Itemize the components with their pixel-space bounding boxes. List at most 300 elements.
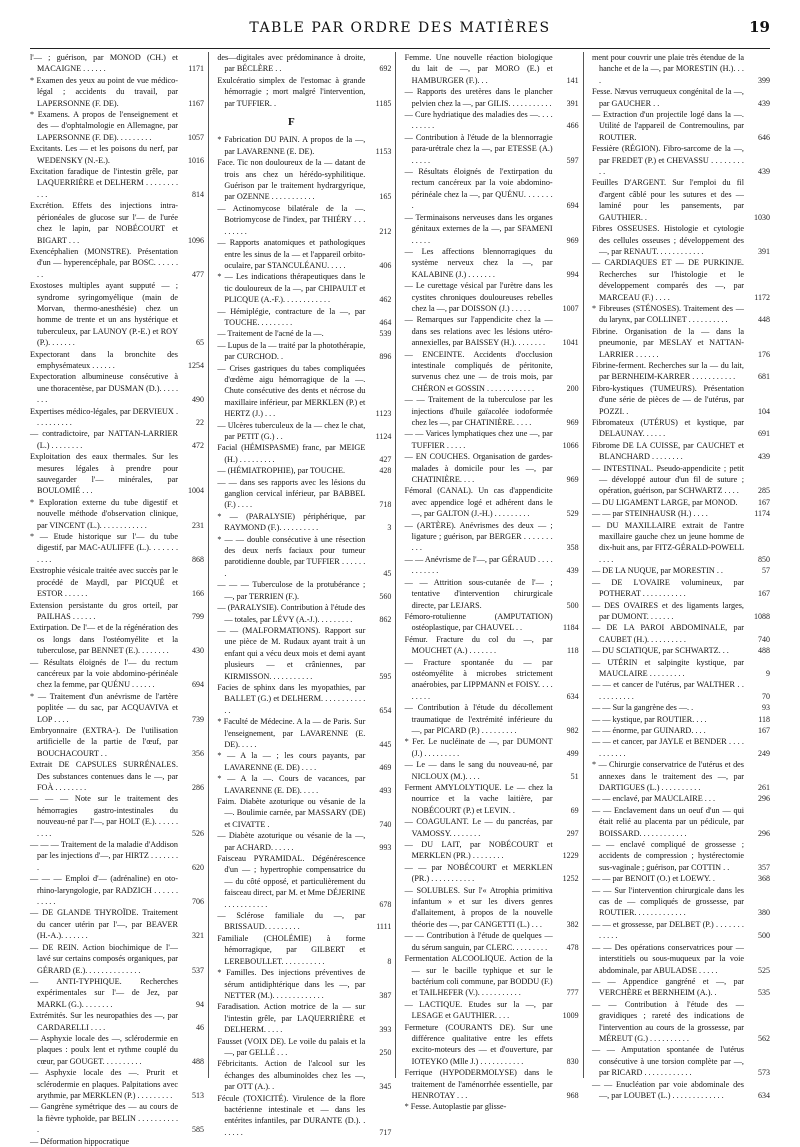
entry-text: — — — Tuberculose de la protubérance ; —, par TERRIEN (F.). (217, 580, 366, 601)
index-entry (405, 349, 579, 395)
entry-text: — Traitement de l'acné de la —. (217, 329, 324, 339)
entry-page-number: 896 (379, 352, 392, 362)
index-entry (592, 463, 770, 497)
entry-page-number: 1123 (375, 409, 392, 419)
index-entry (592, 326, 770, 360)
entry-page-number: 488 (757, 646, 770, 656)
index-entry (592, 600, 770, 623)
entry-text: — — (MALFORMATIONS). Rapport sur une pièce de M. Rudaux ayant trait à un enfant qui a vécu deux mois et demi ayant plusieurs — et crâniennes, par KIRMISSON. . . . . . . . . . . (217, 625, 366, 681)
entry-page-number: 1184 (562, 623, 579, 633)
entry-text: * Fibreuses (STÉNOSES). Traitement des — du larynx, par COLLINET . . . . . . . . . . (591, 303, 744, 325)
entry-text: Expectoration albumineuse consécutive à une thoracentèse, par DUSMAN (D.). . . . . . . . (30, 372, 178, 405)
entry-text: * Familles. Des injections préventives de sérum antidiphtérique dans les —, par NETTER (M.). . . . . . . . . . . . . (217, 968, 366, 1000)
entry-text: ment pour couvrir une plaie très étendue de la hanche et de la —, par MORESTIN (H.). . . . (591, 53, 744, 85)
index-entry (592, 86, 770, 109)
index-entry (592, 622, 770, 645)
entry-text: — — Amputation spontanée de l'utérus consécutive à une torsion complète par —, par RICARD . . . . . . . . . . . . (591, 1045, 744, 1078)
entry-text: — — enclavé compliqué de grossesse ; accidents de compression ; hystérectomie sus-vaginale ; guérison, par COTTIN . . (591, 840, 744, 872)
index-entry (405, 485, 579, 519)
entry-page-number: 814 (192, 189, 204, 199)
index-entry (405, 52, 579, 86)
entry-page-number: 445 (379, 739, 392, 749)
index-entry (217, 134, 391, 157)
entry-text: — Asphyxie locale des —, sclérodermie en plaques : poulx lent et rythme couplé du cœur, par GOUGET. . . . . . . . . . (30, 1033, 178, 1066)
entry-text: * Fabrication DU PAIN. A propos de la —, par LAVARENNE (E. DE). (217, 135, 366, 156)
index-entry (30, 531, 204, 565)
entry-text: — Crises gastriques du tabes compliquées d'œdème aigu hémorragique de la —. Chute consécutive des dents et nécrose du maxillaire inférieur, par MERKLEN (P.) et HERTZ (J.) . . . (217, 363, 366, 419)
index-entry (217, 52, 391, 75)
index-column-4 (591, 52, 770, 1100)
entry-text: — ANTI-TYPHIQUE. Recherches expérimentales sur l'— de Jez, par MARKL (G.). . . . . . . . (30, 976, 178, 1009)
index-entry (217, 465, 391, 476)
index-entry (592, 805, 770, 839)
entry-page-number: 681 (757, 372, 770, 382)
entry-page-number: 595 (379, 671, 392, 681)
entry-page-number: 1041 (562, 338, 579, 348)
entry-text: — — Contribution à l'étude des — gravidiques ; rareté des indications de l'intervention au cours de la grossesse, par MÉREUT (G.) . . . . . . . . . . (591, 999, 744, 1043)
entry-text: * Faculté de Médecine. A la — de Paris. Sur l'enseignement, par LAVARENNE (E. DE). . . . . (217, 717, 366, 749)
entry-page-number: 634 (757, 1090, 770, 1100)
index-entry (592, 999, 770, 1045)
entry-text: — Remarques sur l'appendicite chez la — dans ses relations avec les lésions utéro-annexielles, par BAISSEY (H.). . . . . . . . (404, 315, 553, 348)
index-entry (405, 1067, 579, 1101)
entry-text: Embryonnaire (EXTRA-). De l'utilisation artificielle de la partie de l'œuf, par BOUCHACOURT . . (30, 725, 178, 758)
index-entry (405, 759, 579, 782)
entry-page-number: 166 (192, 589, 204, 599)
index-entry (217, 773, 391, 796)
index-entry (405, 394, 579, 428)
entry-page-number: 499 (566, 748, 579, 758)
entry-page-number: 285 (757, 486, 770, 496)
entry-text: — (HÉMIATROPHIE), par TOUCHE. (217, 466, 346, 476)
entry-page-number: 478 (566, 942, 579, 952)
entry-text: * Fer. Le nucléinate de —, par DUMONT (J.) . . . . . . . . . (404, 737, 553, 758)
index-entry (405, 611, 579, 634)
entry-page-number: 439 (757, 452, 770, 462)
index-entry (592, 679, 770, 702)
entry-page-number: 250 (379, 1047, 392, 1057)
index-entry (217, 306, 391, 329)
index-entry (592, 725, 770, 736)
entry-page-number: 321 (192, 931, 204, 941)
index-entry (30, 109, 204, 143)
entry-page-number: 1167 (188, 98, 204, 108)
entry-text: — CARDIAQUES ET — DE PURKINJE. Recherches sur l'histologie et le développement comparés des —, par MARCEAU (F.) . . . . (591, 258, 744, 302)
entry-text: — EN COUCHES. Organisation de gardes-malades à domicile pour les —, par CHATINIÈRE. . . . (404, 452, 553, 485)
index-entry (30, 759, 204, 793)
entry-text: Fermentation ALCOOLIQUE. Action de la — sur le bacille typhique et sur le bactérium coli commune, par BODDU (F.) et TAILHEFER (V.). . . . . . . . . . . (404, 954, 553, 998)
index-entry (217, 910, 391, 933)
index-entry (592, 873, 770, 884)
entry-text: — Cure hydriatique des maladies des —. . . . . . . . . . (404, 110, 553, 131)
index-entry (217, 1093, 391, 1139)
index-entry (30, 1010, 204, 1033)
index-entry (405, 428, 579, 451)
index-entry (405, 634, 579, 657)
entry-page-number: 45 (383, 568, 392, 578)
entry-text: — UTÉRIN et salpingite kystique, par MAUCLAIRE . . . . . . . . . (591, 657, 744, 678)
entry-text: * Fesse. Autoplastie par glisse- (404, 1102, 507, 1112)
index-entry (592, 702, 770, 713)
index-entry (217, 625, 391, 682)
index-entry (405, 520, 579, 554)
index-entry (405, 1022, 579, 1068)
entry-page-number: 585 (192, 1125, 204, 1135)
index-entry (217, 420, 391, 443)
entry-page-number: 539 (379, 329, 392, 339)
entry-text: Faisceau PYRAMIDAL. Dégénérescence d'un — ; hypertrophie compensatrice du — du côté opposé, et particulièrement du faisceau direct, par M. et Mme DÉJERINE . . . . . . . . . . . (217, 854, 366, 909)
index-entry (592, 657, 770, 680)
index-entry (217, 477, 391, 511)
entry-text: — Terminaisons nerveuses dans les organes génitaux externes de la —, par SFAMENI . . . . . (404, 212, 553, 245)
entry-text: — — Attrition sous-cutanée de l'— ; tentative d'intervention chirurgicale directe, par LEJARS. (404, 577, 553, 610)
entry-text: Expertises médico-légales, par DERVIEUX . . . . . . . . . . (30, 406, 178, 427)
entry-text: — (PARALYSIE). Contribution à l'étude des — totales, par LÉVY (A.-J.). . . . . . . . . (217, 603, 366, 624)
entry-text: * — Chirurgie conservatrice de l'utérus et des annexes dans le traitement des —, par DARTIGUES (L.) . . . . . . . . . . (591, 760, 744, 792)
index-entry (30, 942, 204, 976)
entry-text: Feuilles D'ARGENT. Sur l'emploi du fil d'argent câblé pour les sutures et des — laminé pour les pansements, par GAUTHIER. . (591, 178, 744, 222)
index-entry (405, 554, 579, 577)
index-entry (30, 1033, 204, 1067)
index-entry (30, 75, 204, 109)
entry-text: — — Enucléation par voie abdominale des —, par LOUBET (L.) . . . . . . . . . . . . . (591, 1079, 744, 1100)
entry-text: — — et cancer, par JAYLE et BENDER . . . . . . . . . . . (591, 737, 744, 758)
entry-page-number: 200 (566, 383, 579, 393)
entry-text: * Examen des yeux au point de vue médico-légal ; accidents du travail, par LAPERSONNE (F. DE). (30, 75, 178, 108)
entry-page-number: 167 (757, 589, 770, 599)
index-entry (217, 796, 391, 830)
entry-page-number: 526 (192, 828, 204, 838)
entry-page-number: 345 (379, 1082, 392, 1092)
entry-text: — — et grossesse, par DELBET (P.) . . . . . . . . . . . . (591, 919, 744, 941)
index-entry (217, 716, 391, 750)
index-entry (405, 930, 579, 953)
entry-page-number: 634 (566, 691, 579, 701)
index-entry (217, 75, 391, 109)
entry-text: — — Sur l'intervention chirurgicale dans les cas de — compliqués de grossesse, par ROUTIER. . . . . . . . . . . . . (591, 885, 744, 918)
entry-page-number: 1185 (375, 98, 392, 108)
entry-page-number: 718 (379, 500, 392, 510)
index-entry (30, 371, 204, 405)
entry-text: — — Traitement de la tuberculose par les injections d'huile gaïacolée iodoformée chez les —, par CHATINIÈRE. . . . . (404, 395, 553, 427)
entry-page-number: 1088 (753, 611, 770, 621)
entry-page-number: 493 (379, 785, 392, 795)
entry-page-number: 537 (192, 965, 204, 975)
index-entry (217, 750, 391, 773)
entry-text: * — Les indications thérapeutiques dans le tic douloureux de la —, par CHIPAULT et PLICQUE (A.-F.). . . . . . . . . . . . (217, 272, 366, 305)
entry-page-number: 286 (192, 783, 204, 792)
index-entry (217, 1036, 391, 1059)
entry-page-number: 1066 (562, 440, 579, 450)
entry-page-number: 165 (379, 192, 392, 202)
entry-text: — DE L'OVAIRE volumineux, par POTHERAT . . . . . . . . . . . (591, 577, 744, 599)
entry-page-number: 439 (757, 167, 770, 177)
entry-page-number: 799 (192, 611, 204, 621)
entry-page-number: 393 (379, 1025, 392, 1035)
entry-page-number: 462 (379, 295, 392, 305)
entry-page-number: 717 (379, 1127, 392, 1137)
index-entry (405, 1101, 579, 1112)
entry-text: — — Anévrisme de l'—, par GÉRAUD . . . . . . . . . . . (404, 554, 553, 576)
index-entry (592, 257, 770, 303)
index-entry (592, 1044, 770, 1078)
index-entry (592, 497, 770, 508)
entry-text: — Résultats éloignés de l'extirpation du rectum cancéreux par la voie abdomino-périnéale chez la —, par QUÉNU. . . . . . . . (404, 167, 553, 211)
index-entry (30, 1136, 204, 1147)
entry-text: Femme. Une nouvelle réaction biologique du lait de —, par MORO (E.) et HAMBURGER (F.). . . (404, 53, 553, 85)
index-entry (30, 52, 204, 75)
entry-page-number: 500 (757, 931, 770, 941)
index-entry (592, 759, 770, 793)
entry-page-number: 573 (757, 1068, 770, 1078)
entry-text: * Exploration externe du tube digestif et nouvelle méthode d'observation clinique, par VINCENT (L.). . . . . . . . . . . . (30, 497, 178, 530)
entry-text: — Le — dans le sang du nouveau-né, par NICLOUX (M.). . . . (404, 760, 553, 781)
index-entry (405, 577, 579, 611)
page-header (30, 14, 770, 49)
entry-page-number: 439 (757, 98, 770, 108)
entry-page-number: 597 (566, 155, 579, 165)
entry-text: — — par STEINHAUSR (H.) . . . . (591, 509, 708, 519)
entry-text: — ENCEINTE. Accidents d'occlusion intestinale compliqués de péritonite, survenus chez une — de trois mois, par CHÉRON et GOSSIN . . . . . . . . . . . . (404, 349, 553, 393)
index-entry (30, 657, 204, 691)
index-entry (30, 976, 204, 1010)
entry-page-number: 176 (757, 349, 770, 359)
entry-page-number: 104 (757, 406, 770, 416)
entry-page-number: 1171 (188, 64, 204, 74)
entry-text: Fécule (TOXICITÉ). Virulence de la flore bactérienne intestinale et — dans les entérites infantiles, par DURANTE (D.). . . . . . . (217, 1093, 366, 1137)
index-entry (217, 442, 391, 465)
entry-text: — DE GLANDE THYROÏDE. Traitement du cancer utérin par l'—, par BEAVER (H.-A.). . . . . . . (30, 908, 178, 941)
entry-page-number: 391 (757, 246, 770, 256)
entry-text: Fausset (VOIX DE). Le voile du palais et la —, par GELLÉ . . . (217, 1036, 366, 1057)
entry-text: — SOLUBLES. Sur l'« Atrophia primitiva infantum » et sur les divers genres d'allaitement, à propos de la nouvelle théorie des —, par CANGETTI (L.) . . . (404, 885, 553, 929)
entry-page-number: 529 (566, 509, 579, 519)
entry-text: Fémoro-rotulienne (AMPUTATION) ostéoplastique, par CHAUVEL . . (404, 611, 553, 633)
index-entry (405, 816, 579, 839)
index-entry (592, 223, 770, 257)
entry-text: — Déformation hippocratique (30, 1136, 130, 1146)
index-entry (592, 360, 770, 383)
index-entry (592, 919, 770, 942)
entry-text: Extrait DE CAPSULES SURRÉNALES. Des substances contenues dans le —, par FOÀ . . . . . . . . (30, 760, 178, 792)
entry-page-number: 982 (566, 725, 579, 735)
index-entry (30, 497, 204, 531)
entry-text: Faradisation. Action motrice de la — sur l'intestin grêle, par LAQUERRIÈRE et DELHERM. . . . . (217, 1002, 366, 1035)
index-entry (217, 967, 391, 1001)
index-entry (405, 736, 579, 759)
entry-text: Exulcératio simplex de l'estomac à grande hémorragie ; mort malgré l'intervention, par TUFFIER. . (217, 75, 366, 108)
entry-page-number: 830 (566, 1056, 579, 1066)
entry-text: — Rapports des uretères dans le plancher pelvien chez la —, par GILIS. . . . . . . . . . . (404, 87, 553, 108)
entry-page-number: 1174 (754, 509, 770, 519)
entry-page-number: 249 (757, 748, 770, 758)
entry-page-number: 969 (566, 475, 579, 485)
index-entry (30, 565, 204, 599)
entry-page-number: 368 (757, 874, 770, 884)
entry-text: — — Appendice gangréné et —, par VERCHÈRE et BERNHEIM (A.). . (591, 976, 744, 998)
entry-page-number: 868 (192, 554, 204, 564)
entry-page-number: 391 (566, 98, 579, 108)
entry-text: — DU SCIATIQUE, par SCHWARTZ. . . (591, 646, 729, 656)
index-columns (30, 52, 770, 1146)
entry-text: — Actinomycose bilatérale de la —. Botriomycose de l'index, par THIÉRY . . . . . . . . . (217, 203, 366, 236)
index-entry (405, 451, 579, 485)
entry-text: — Ulcères tuberculeux de la — chez le chat, par PETIT (G.) . . (217, 420, 366, 441)
entry-page-number: 1030 (753, 212, 770, 222)
entry-page-number: 406 (379, 260, 392, 270)
entry-text: F (287, 116, 295, 129)
entry-text: — — Varices lymphatiques chez une —, par TUFFIER . . . . . (404, 429, 553, 450)
page-title: TABLE PAR ORDRE DES MATIÈRES (249, 20, 551, 36)
entry-text: — — Des opérations conservatrices pour — interstitiels ou sous-muqueux par la voie abdominale, par ABULADSE . . . . . (591, 942, 744, 975)
entry-text: — (ARTÈRE). Anévrismes des deux — ; ligature ; guérison, par BERGER . . . . . . . . . . (404, 520, 553, 553)
entry-text: Fibrine-ferment. Recherches sur la — du lait, par BERNHEIM-KARRER . . . . . . . . . . . (591, 360, 744, 382)
index-entry (592, 177, 770, 223)
entry-text: * — A la — ; les cours payants, par LAVARENNE (E. DE) . . . . (217, 751, 366, 772)
entry-text: Excitants. Les — et les poisons du nerf, par WEDENSKY (N.-E.). (30, 144, 178, 165)
entry-page-number: 1004 (188, 486, 204, 496)
entry-page-number: 399 (757, 75, 770, 85)
index-entry (30, 246, 204, 280)
index-entry (405, 953, 579, 999)
index-entry (592, 52, 770, 86)
entry-text: — DU MAXILLAIRE extrait de l'antre maxillaire gauche chez un jeune homme de dix-huit ans, par FITZ-GÉRALD-POWELL . . . . (591, 520, 744, 564)
entry-page-number: 1096 (188, 235, 204, 245)
entry-page-number: 706 (192, 897, 204, 907)
index-entry (592, 383, 770, 417)
entry-page-number: 1111 (376, 922, 392, 932)
index-entry (217, 534, 391, 580)
entry-text: — Contribution à l'étude du décollement traumatique de l'extrémité inférieure du —, par PICARD (P.) . . . . . . . . . (404, 703, 553, 735)
entry-page-number: 382 (566, 919, 579, 929)
entry-page-number: 296 (757, 828, 770, 838)
section-letter-heading (217, 117, 391, 128)
entry-text: Facial (HÉMISPASME) franc, par MEIGE (H.) . . . . . . . . . (217, 443, 366, 464)
entry-text: Extirpation. De l'— et de la régénération des os longs dans l'ostéomyélite et la tuberculose, par BENNET (E.). . . . . . . . (30, 623, 178, 656)
entry-page-number: 261 (757, 783, 770, 792)
entry-text: Familiale (CHOLÉMIE) à forme hémorragique, par GILBERT et LEREBOULLET. . . . . . . . . . . (217, 933, 366, 966)
entry-page-number: 562 (757, 1033, 770, 1043)
entry-page-number: 692 (379, 64, 392, 74)
entry-text: — Le curettage vésical par l'urètre dans les cystites chroniques douloureuses rebelles chez la —, par DOISSON (J.) . . . . . (404, 281, 553, 313)
entry-text: Faim. Diabète azoturique ou vésanie de la —. Boulimie carnée, par MASSARY (DE) et CIVATTE . (217, 797, 366, 829)
index-entry (30, 428, 204, 451)
entry-text: — DU LAIT, par NOBÉCOURT et MERKLEN (PR.) . . . . . . . . (404, 840, 553, 861)
index-entry (592, 839, 770, 873)
entry-text: Ferment AMYLOLYTIQUE. Le — chez la nourrice et la vache laitière, par NOBÉCOURT (P.) et LEVIN. . (404, 783, 553, 815)
entry-page-number: 1254 (188, 360, 204, 370)
index-entry (405, 702, 579, 736)
entry-page-number: 472 (192, 440, 204, 450)
entry-page-number: 141 (566, 75, 579, 85)
entry-page-number: 694 (566, 201, 579, 211)
index-entry (30, 451, 204, 497)
index-entry (217, 363, 391, 420)
entry-page-number: 167 (757, 725, 770, 735)
entry-text: — DE LA NUQUE, par MORESTIN . . (591, 566, 723, 576)
index-entry (592, 109, 770, 143)
index-entry (592, 440, 770, 463)
entry-page-number: 118 (566, 646, 579, 656)
index-entry (217, 511, 391, 534)
index-entry (30, 280, 204, 348)
index-entry (217, 1058, 391, 1092)
entry-text: — Contribution à l'étude de la blennorragie para-urétrale chez la —, par ETESSE (A.) . . . . . (404, 132, 553, 165)
entry-page-number: 513 (192, 1090, 204, 1100)
index-entry (217, 933, 391, 967)
page-number: 19 (749, 18, 770, 36)
entry-text: — Diabète azoturique ou vésanie de la —, par ACHARD. . . . . . (217, 831, 366, 852)
entry-page-number: 525 (757, 965, 770, 975)
entry-page-number: 94 (196, 999, 204, 1009)
entry-text: Fibres OSSEUSES. Histologie et cytologie des cellules osseuses ; développement des —, par RENAUT. . . . . . . . . . . . (591, 224, 744, 256)
entry-page-number: 850 (757, 554, 770, 564)
entry-text: — Les affections blennorragiques du système nerveux chez la —, par KALABINE (J.) . . . . . . . (404, 246, 553, 279)
index-entry (217, 157, 391, 203)
index-entry (592, 565, 770, 576)
entry-page-number: 57 (761, 566, 770, 576)
entry-text: — DE LA PAROI ABDOMINALE, par CAUBET (H.). . . . . . . . . . (591, 623, 744, 644)
index-entry (217, 328, 391, 339)
entry-page-number: 231 (192, 520, 204, 530)
entry-page-number: 22 (196, 418, 204, 427)
entry-text: Fémur. Fracture du col du —, par MOUCHET (A.) . . . . . . . (404, 634, 553, 656)
entry-text: — — — Emploi d'— (adrénaline) en oto-rhino-laryngologie, par RADZICH . . . . . . . . . . . (30, 874, 178, 907)
entry-page-number: 466 (566, 121, 579, 131)
entry-text: Fibrine. Organisation de la — dans la pneumonie, par MESLAY et NATTAN-LARRIER . . . . . . (591, 326, 744, 359)
index-entry (217, 853, 391, 910)
index-entry (405, 885, 579, 931)
entry-text: Fibro-kystiques (TUMEURS). Présentation d'une série de pièces de — de l'utérus, par POZZI. . (591, 383, 744, 416)
entry-page-number: 9 (765, 668, 770, 678)
entry-page-number: 380 (757, 908, 770, 918)
entry-text: Extrémités. Sur les neuropathies des —, par CARDARELLI . . . . (30, 1011, 178, 1032)
index-column-3 (404, 52, 584, 1112)
entry-page-number: 469 (379, 762, 392, 772)
entry-text: — Extraction d'un projectile logé dans la —. Utilité de l'appareil de Contremoulins, par ROUTIER. (591, 110, 744, 142)
entry-page-number: 70 (761, 691, 770, 701)
index-entry (30, 166, 204, 200)
entry-page-number: 691 (757, 429, 770, 439)
entry-text: — Fracture spontanée du — par ostéomyélite à microbes strictement anaérobies, par LIPPMANN et FOISY. . . . . . . . . (404, 657, 553, 701)
index-entry (30, 793, 204, 839)
index-entry (592, 714, 770, 725)
index-entry (592, 736, 770, 759)
entry-text: — INTESTINAL. Pseudo-appendicite ; petit — développé autour d'un fil de suture ; opération, guérison, par SCHWARTZ . . . . (591, 463, 744, 496)
entry-text: Expectorant dans la bronchite des emphysémateux . . . . . . (30, 349, 178, 370)
entry-text: Exostoses multiples ayant supputé — ; syndrome syringomyélique (main de Morvan, thermo-anesthésie) chez un homme de trente et un ans hystérique et tuberculeux, par LAUNOY (P.-E.) et ROY (P.). . . . . . . (30, 281, 178, 348)
index-entry (405, 999, 579, 1022)
index-entry (30, 349, 204, 372)
entry-text: — DE REIN. Action biochimique de l'— lavé sur certains composés organiques, par GÉRARD (E.). . . . . . . . . . . . . . (30, 942, 178, 975)
entry-text: Exencéphalien (MONSTRE). Présentation d'un — hyperencéphale, par BOSC. . . . . . . . (30, 246, 178, 279)
entry-page-number: 427 (379, 454, 392, 464)
entry-page-number: 968 (566, 1090, 579, 1100)
entry-page-number: 488 (192, 1056, 204, 1066)
entry-page-number: 3 (387, 523, 392, 533)
index-entry (592, 645, 770, 656)
index-entry (405, 280, 579, 314)
entry-page-number: 167 (757, 497, 770, 507)
entry-text: Excitation faradique de l'intestin grêle, par LAQUERRIÈRE et DELHERM . . . . . . . . . . . (30, 167, 178, 199)
index-column-1 (30, 52, 209, 1146)
entry-page-number: 694 (192, 680, 204, 690)
index-entry (30, 200, 204, 246)
index-entry (405, 314, 579, 348)
entry-page-number: 740 (757, 634, 770, 644)
entry-text: * — Etude historique sur l'— du tube digestif, par MAC-AULIFFE (L.). . . . . . . . . . . (30, 532, 178, 564)
entry-page-number: 51 (570, 771, 579, 781)
